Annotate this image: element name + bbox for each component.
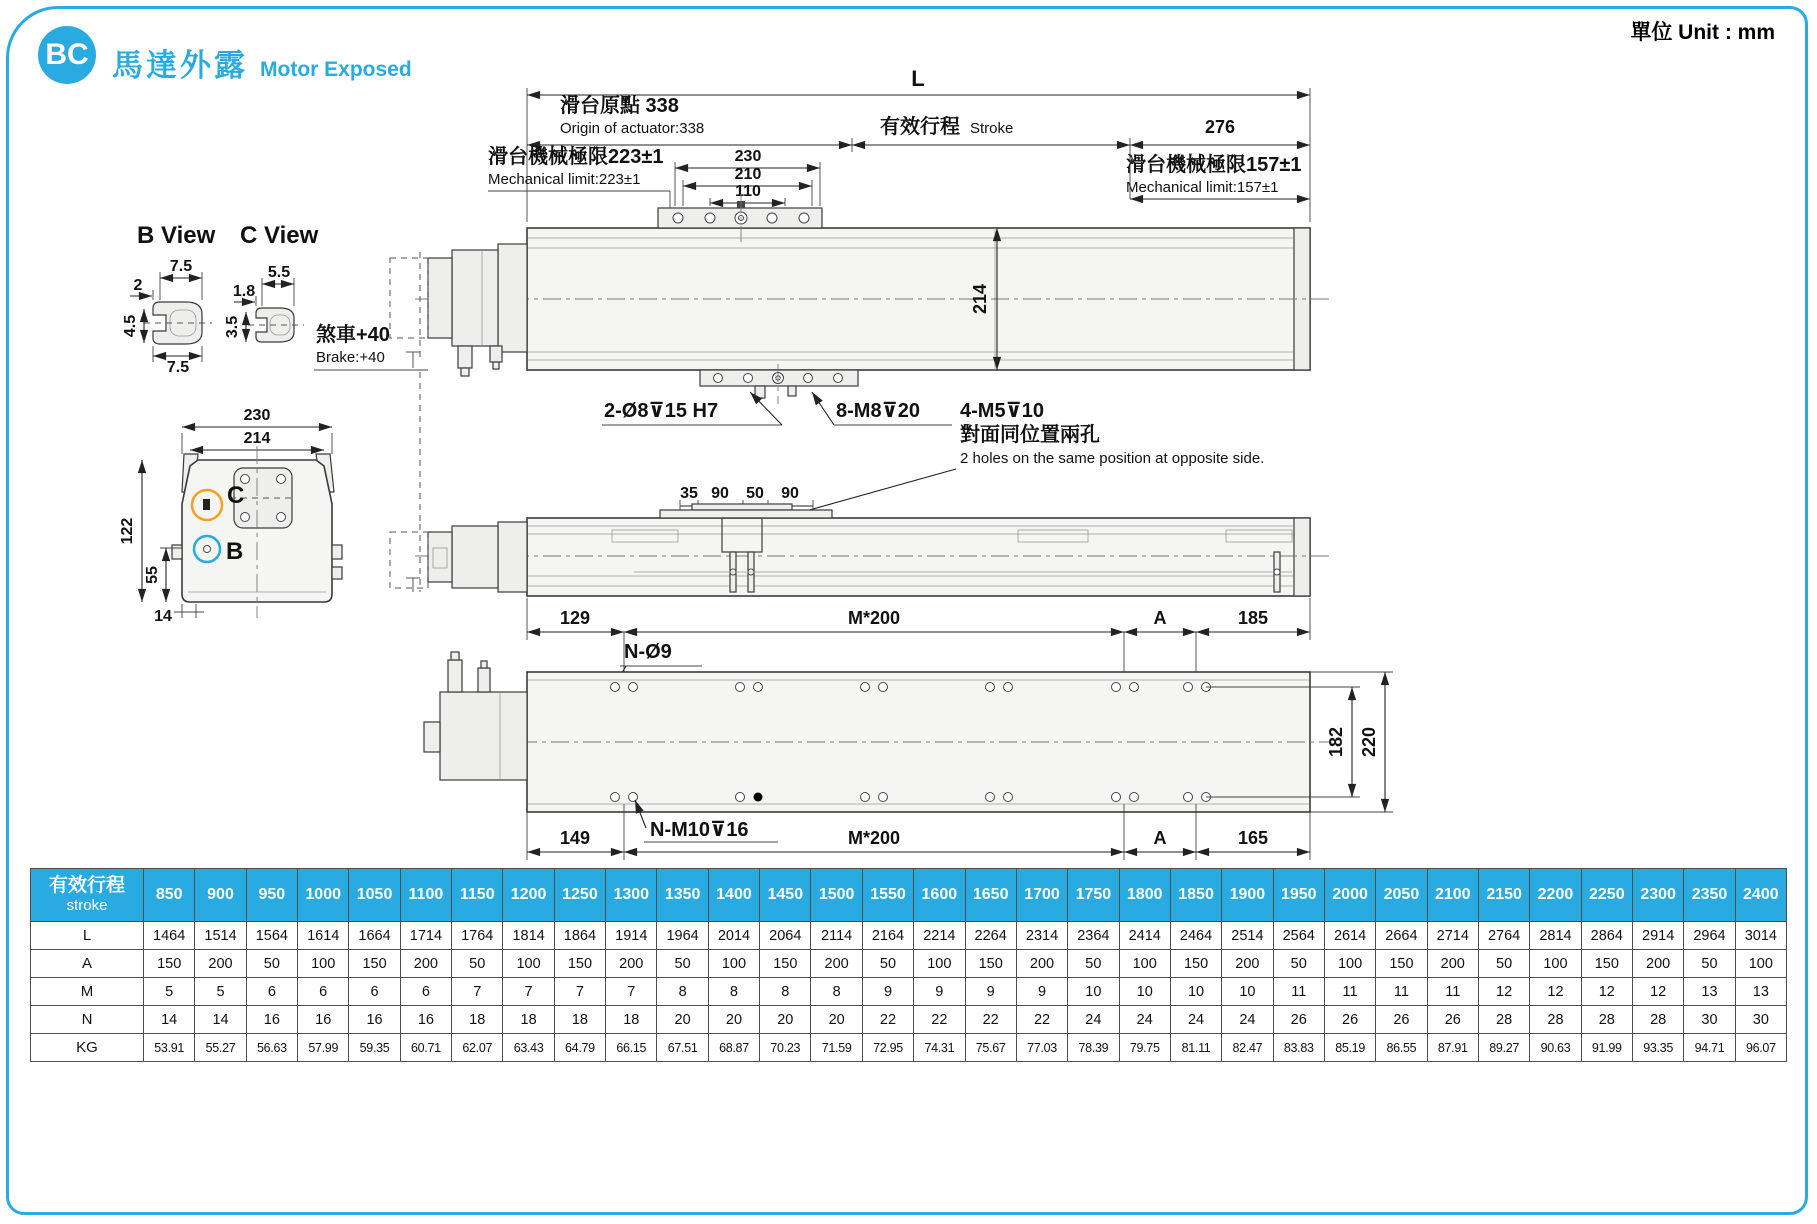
table-cell: 100 — [708, 950, 759, 978]
table-cell: 10 — [1170, 978, 1221, 1006]
table-cell: 20 — [708, 1006, 759, 1034]
table-cell: 50 — [1068, 950, 1119, 978]
table-cell: 11 — [1376, 978, 1427, 1006]
table-cell: 26 — [1273, 1006, 1324, 1034]
end-dim-14: 14 — [154, 608, 172, 625]
table-cell: 59.35 — [349, 1034, 400, 1062]
table-cell: 6 — [400, 978, 451, 1006]
table-cell: 150 — [144, 950, 195, 978]
table-cell: 81.11 — [1170, 1034, 1221, 1062]
table-cell: 5 — [144, 978, 195, 1006]
hole-note-2: 8-M8⊽20 — [836, 400, 921, 422]
stroke-header-cell: 1800 — [1119, 869, 1170, 922]
table-cell: 150 — [1581, 950, 1632, 978]
table-cell: 8 — [708, 978, 759, 1006]
table-cell: 50 — [246, 950, 297, 978]
table-cell: 28 — [1581, 1006, 1632, 1034]
dim-label-210: 210 — [734, 166, 762, 183]
table-cell: 5 — [195, 978, 246, 1006]
origin-label-zh: 滑台原點 338 — [560, 95, 679, 117]
stroke-header-cell: 2250 — [1581, 869, 1632, 922]
table-cell: 93.35 — [1632, 1034, 1683, 1062]
table-cell: 200 — [1632, 950, 1683, 978]
dim-label-m200-top: M*200 — [847, 608, 901, 628]
table-cell: 28 — [1530, 1006, 1581, 1034]
page-title-en: Motor Exposed — [260, 58, 412, 81]
table-cell: 100 — [503, 950, 554, 978]
table-cell: 10 — [1119, 978, 1170, 1006]
table-cell: 71.59 — [811, 1034, 862, 1062]
dim-label-a-bot: A — [1153, 828, 1167, 848]
table-cell: 12 — [1478, 978, 1529, 1006]
table-cell: 60.71 — [400, 1034, 451, 1062]
table-cell: 1714 — [400, 922, 451, 950]
dim-label-90b: 90 — [781, 485, 799, 502]
stroke-header-cell: 1700 — [1016, 869, 1067, 922]
b-view-marker-label: B — [226, 538, 244, 565]
dim-label-129: 129 — [559, 608, 591, 628]
stroke-header-cell: 1950 — [1273, 869, 1324, 922]
b-dim-bottom: 7.5 — [166, 359, 190, 376]
dim-label-L: L — [911, 66, 925, 91]
table-cell: 22 — [914, 1006, 965, 1034]
table-cell: 50 — [1684, 950, 1735, 978]
table-cell: 2164 — [862, 922, 913, 950]
table-cell: 75.67 — [965, 1034, 1016, 1062]
table-cell: 200 — [606, 950, 657, 978]
table-cell: 150 — [554, 950, 605, 978]
table-cell: 2864 — [1581, 922, 1632, 950]
table-corner-zh: 有效行程 — [48, 875, 125, 897]
row-label: L — [31, 922, 144, 950]
hole-note-n-o9: N-Ø9 — [624, 641, 672, 663]
table-cell: 90.63 — [1530, 1034, 1581, 1062]
table-cell: 91.99 — [1581, 1034, 1632, 1062]
dim-label-182: 182 — [1326, 726, 1346, 758]
table-cell: 2614 — [1324, 922, 1375, 950]
side-view — [390, 504, 1332, 596]
table-corner-header — [31, 869, 144, 922]
b-dim-top: 7.5 — [169, 258, 193, 275]
stroke-header-cell: 1550 — [862, 869, 913, 922]
table-cell: 13 — [1735, 978, 1786, 1006]
dim-label-110: 110 — [735, 183, 761, 200]
table-cell: 100 — [1735, 950, 1786, 978]
table-cell: 200 — [400, 950, 451, 978]
table-cell: 20 — [657, 1006, 708, 1034]
table-cell: 78.39 — [1068, 1034, 1119, 1062]
dim-label-214: 214 — [970, 283, 990, 315]
table-cell: 89.27 — [1478, 1034, 1529, 1062]
hole-notes — [602, 392, 1264, 521]
unit-label: 單位 Unit : mm — [1630, 21, 1775, 44]
table-cell: 1564 — [246, 922, 297, 950]
b-view-label: B View — [137, 222, 216, 249]
table-cell: 150 — [1170, 950, 1221, 978]
table-cell: 2964 — [1684, 922, 1735, 950]
table-row-L — [31, 922, 1787, 950]
table-cell: 2314 — [1016, 922, 1067, 950]
stroke-header-cell: 1100 — [400, 869, 451, 922]
dim-label-276: 276 — [1204, 117, 1236, 137]
mech-limit-right-en: Mechanical limit:157±1 — [1126, 179, 1279, 196]
table-cell: 150 — [965, 950, 1016, 978]
table-cell: 2714 — [1427, 922, 1478, 950]
table-cell: 2764 — [1478, 922, 1529, 950]
table-cell: 50 — [1273, 950, 1324, 978]
table-cell: 150 — [1376, 950, 1427, 978]
table-cell: 1864 — [554, 922, 605, 950]
table-cell: 9 — [965, 978, 1016, 1006]
plan-view-dimensions — [488, 66, 1310, 222]
table-cell: 6 — [349, 978, 400, 1006]
table-cell: 10 — [1068, 978, 1119, 1006]
table-cell: 9 — [914, 978, 965, 1006]
table-cell: 200 — [195, 950, 246, 978]
table-cell: 2364 — [1068, 922, 1119, 950]
table-cell: 11 — [1427, 978, 1478, 1006]
table-cell: 24 — [1068, 1006, 1119, 1034]
table-cell: 6 — [246, 978, 297, 1006]
table-cell: 83.83 — [1273, 1034, 1324, 1062]
table-cell: 67.51 — [657, 1034, 708, 1062]
stroke-header-cell: 1300 — [606, 869, 657, 922]
table-cell: 2664 — [1376, 922, 1427, 950]
table-cell: 13 — [1684, 978, 1735, 1006]
table-row-A — [31, 950, 1787, 978]
b-dim-45: 4.5 — [122, 314, 139, 338]
table-cell: 28 — [1478, 1006, 1529, 1034]
table-cell: 1914 — [606, 922, 657, 950]
row-label: KG — [31, 1034, 144, 1062]
table-cell: 7 — [606, 978, 657, 1006]
stroke-header-cell: 2400 — [1735, 869, 1786, 922]
table-cell: 26 — [1376, 1006, 1427, 1034]
table-cell: 18 — [452, 1006, 503, 1034]
table-cell: 9 — [1016, 978, 1067, 1006]
stroke-header-cell: 1250 — [554, 869, 605, 922]
table-cell: 6 — [298, 978, 349, 1006]
table-cell: 12 — [1632, 978, 1683, 1006]
c-dim-18: 1.8 — [232, 283, 256, 300]
stroke-header-cell: 1450 — [760, 869, 811, 922]
stroke-header-cell: 2100 — [1427, 869, 1478, 922]
table-cell: 30 — [1735, 1006, 1786, 1034]
table-cell: 18 — [606, 1006, 657, 1034]
stroke-header-cell: 1650 — [965, 869, 1016, 922]
stroke-header-cell: 2200 — [1530, 869, 1581, 922]
table-cell: 1964 — [657, 922, 708, 950]
table-cell: 94.71 — [1684, 1034, 1735, 1062]
table-cell: 12 — [1581, 978, 1632, 1006]
dim-label-35: 35 — [680, 485, 698, 502]
table-cell: 50 — [862, 950, 913, 978]
table-cell: 79.75 — [1119, 1034, 1170, 1062]
stroke-header-cell: 1400 — [708, 869, 759, 922]
table-cell: 28 — [1632, 1006, 1683, 1034]
table-cell: 2464 — [1170, 922, 1221, 950]
table-cell: 100 — [1530, 950, 1581, 978]
table-cell: 7 — [452, 978, 503, 1006]
stroke-header-cell: 950 — [246, 869, 297, 922]
mech-limit-left-en: Mechanical limit:223±1 — [488, 171, 641, 188]
table-cell: 7 — [503, 978, 554, 1006]
dim-label-50: 50 — [746, 485, 764, 502]
table-cell: 14 — [195, 1006, 246, 1034]
table-cell: 2514 — [1222, 922, 1273, 950]
table-cell: 22 — [965, 1006, 1016, 1034]
table-cell: 100 — [1324, 950, 1375, 978]
end-dim-122: 122 — [119, 517, 136, 545]
table-cell: 150 — [760, 950, 811, 978]
table-cell: 2214 — [914, 922, 965, 950]
table-cell: 8 — [760, 978, 811, 1006]
table-cell: 66.15 — [606, 1034, 657, 1062]
b-c-section-views — [122, 222, 319, 376]
table-cell: 2564 — [1273, 922, 1324, 950]
table-cell: 7 — [554, 978, 605, 1006]
c-view-marker-label: C — [227, 482, 245, 509]
table-cell: 150 — [349, 950, 400, 978]
table-corner-en: stroke — [66, 897, 108, 915]
stroke-header-cell: 1200 — [503, 869, 554, 922]
table-cell: 50 — [452, 950, 503, 978]
bottom-view — [424, 652, 1393, 812]
table-cell: 50 — [1478, 950, 1529, 978]
dim-label-m200-bot: M*200 — [847, 828, 901, 848]
table-cell: 16 — [246, 1006, 297, 1034]
table-cell: 70.23 — [760, 1034, 811, 1062]
origin-label-en: Origin of actuator:338 — [560, 120, 705, 137]
table-cell: 11 — [1273, 978, 1324, 1006]
end-view — [119, 407, 342, 625]
table-row-KG — [31, 1034, 1787, 1062]
end-dim-230: 230 — [243, 407, 271, 424]
c-view-label: C View — [240, 222, 319, 249]
table-cell: 1764 — [452, 922, 503, 950]
table-cell: 11 — [1324, 978, 1375, 1006]
dim-label-a-top: A — [1153, 608, 1167, 628]
table-cell: 1514 — [195, 922, 246, 950]
table-cell: 50 — [657, 950, 708, 978]
dim-label-165: 165 — [1237, 828, 1269, 848]
table-cell: 64.79 — [554, 1034, 605, 1062]
stroke-header-cell: 2300 — [1632, 869, 1683, 922]
table-cell: 77.03 — [1016, 1034, 1067, 1062]
table-cell: 82.47 — [1222, 1034, 1273, 1062]
end-dim-55: 55 — [144, 566, 161, 584]
end-dim-214: 214 — [243, 430, 271, 447]
row-label: N — [31, 1006, 144, 1034]
table-cell: 26 — [1427, 1006, 1478, 1034]
dim-label-220: 220 — [1359, 726, 1379, 758]
table-cell: 87.91 — [1427, 1034, 1478, 1062]
dim-label-90a: 90 — [711, 485, 729, 502]
c-dim-top: 5.5 — [267, 264, 291, 281]
table-cell: 20 — [811, 1006, 862, 1034]
stroke-header-cell: 1900 — [1222, 869, 1273, 922]
mech-limit-right-zh: 滑台機械極限157±1 — [1126, 154, 1302, 176]
table-cell: 74.31 — [914, 1034, 965, 1062]
table-cell: 200 — [811, 950, 862, 978]
row-label: M — [31, 978, 144, 1006]
table-cell: 100 — [298, 950, 349, 978]
stroke-header-cell: 1850 — [1170, 869, 1221, 922]
table-row-M — [31, 978, 1787, 1006]
stroke-header-cell: 1600 — [914, 869, 965, 922]
dim-label-230: 230 — [734, 148, 762, 165]
stroke-header-cell: 1500 — [811, 869, 862, 922]
stroke-table — [30, 868, 1787, 1062]
stroke-header-cell: 2350 — [1684, 869, 1735, 922]
stroke-header-cell: 1350 — [657, 869, 708, 922]
hole-note-1: 2-Ø8⊽15 H7 — [604, 400, 719, 422]
table-cell: 2914 — [1632, 922, 1683, 950]
hole-note-3: 4-M5⊽10 — [960, 400, 1045, 422]
table-cell: 12 — [1530, 978, 1581, 1006]
table-cell: 20 — [760, 1006, 811, 1034]
table-row-N — [31, 1006, 1787, 1034]
table-cell: 16 — [349, 1006, 400, 1034]
table-cell: 2814 — [1530, 922, 1581, 950]
table-cell: 3014 — [1735, 922, 1786, 950]
table-cell: 57.99 — [298, 1034, 349, 1062]
table-cell: 2414 — [1119, 922, 1170, 950]
stroke-header-cell: 2150 — [1478, 869, 1529, 922]
stroke-header-cell: 1750 — [1068, 869, 1119, 922]
table-cell: 55.27 — [195, 1034, 246, 1062]
table-cell: 200 — [1222, 950, 1273, 978]
table-cell: 2014 — [708, 922, 759, 950]
b-dim-2: 2 — [133, 277, 143, 294]
stroke-header-cell: 1000 — [298, 869, 349, 922]
stroke-label-en: Stroke — [970, 120, 1014, 137]
row-label: A — [31, 950, 144, 978]
table-cell: 62.07 — [452, 1034, 503, 1062]
page-title-zh: 馬達外露 — [112, 48, 248, 83]
table-cell: 1614 — [298, 922, 349, 950]
hole-note-3-en: 2 holes on the same position at opposite side. — [960, 450, 1265, 467]
table-cell: 24 — [1222, 1006, 1273, 1034]
table-cell: 18 — [503, 1006, 554, 1034]
table-cell: 1814 — [503, 922, 554, 950]
stroke-label-zh: 有效行程 — [880, 116, 960, 138]
table-cell: 24 — [1119, 1006, 1170, 1034]
table-cell: 8 — [811, 978, 862, 1006]
table-cell: 200 — [1427, 950, 1478, 978]
brake-label-zh: 煞車+40 — [316, 324, 390, 346]
table-cell: 2114 — [811, 922, 862, 950]
table-cell: 16 — [400, 1006, 451, 1034]
plan-view — [390, 194, 1332, 404]
brake-label-en: Brake:+40 — [316, 349, 385, 366]
table-cell: 86.55 — [1376, 1034, 1427, 1062]
stroke-header-cell: 900 — [195, 869, 246, 922]
dim-label-149: 149 — [559, 828, 591, 848]
stroke-header-cell: 850 — [144, 869, 195, 922]
table-cell: 26 — [1324, 1006, 1375, 1034]
table-cell: 10 — [1222, 978, 1273, 1006]
table-cell: 18 — [554, 1006, 605, 1034]
table-cell: 2064 — [760, 922, 811, 950]
table-cell: 100 — [1119, 950, 1170, 978]
table-cell: 1464 — [144, 922, 195, 950]
series-badge: BC — [38, 26, 96, 84]
dim-label-185: 185 — [1237, 608, 1269, 628]
stroke-header-cell: 2000 — [1324, 869, 1375, 922]
table-cell: 2264 — [965, 922, 1016, 950]
table-cell: 72.95 — [862, 1034, 913, 1062]
stroke-header-cell: 1150 — [452, 869, 503, 922]
table-cell: 96.07 — [1735, 1034, 1786, 1062]
table-cell: 9 — [862, 978, 913, 1006]
stroke-header-cell: 2050 — [1376, 869, 1427, 922]
table-cell: 53.91 — [144, 1034, 195, 1062]
table-cell: 30 — [1684, 1006, 1735, 1034]
table-cell: 22 — [1016, 1006, 1067, 1034]
table-cell: 16 — [298, 1006, 349, 1034]
stroke-header-cell: 1050 — [349, 869, 400, 922]
table-cell: 24 — [1170, 1006, 1221, 1034]
table-cell: 14 — [144, 1006, 195, 1034]
c-dim-35: 3.5 — [224, 315, 241, 339]
table-cell: 200 — [1016, 950, 1067, 978]
table-cell: 100 — [914, 950, 965, 978]
table-cell: 22 — [862, 1006, 913, 1034]
table-cell: 63.43 — [503, 1034, 554, 1062]
hole-note-n-m10: N-M10⊽16 — [650, 819, 749, 841]
table-cell: 8 — [657, 978, 708, 1006]
table-cell: 85.19 — [1324, 1034, 1375, 1062]
table-cell: 1664 — [349, 922, 400, 950]
hole-note-3-zh: 對面同位置兩孔 — [960, 424, 1100, 446]
table-cell: 56.63 — [246, 1034, 297, 1062]
mech-limit-left-zh: 滑台機械極限223±1 — [488, 146, 664, 168]
table-cell: 68.87 — [708, 1034, 759, 1062]
